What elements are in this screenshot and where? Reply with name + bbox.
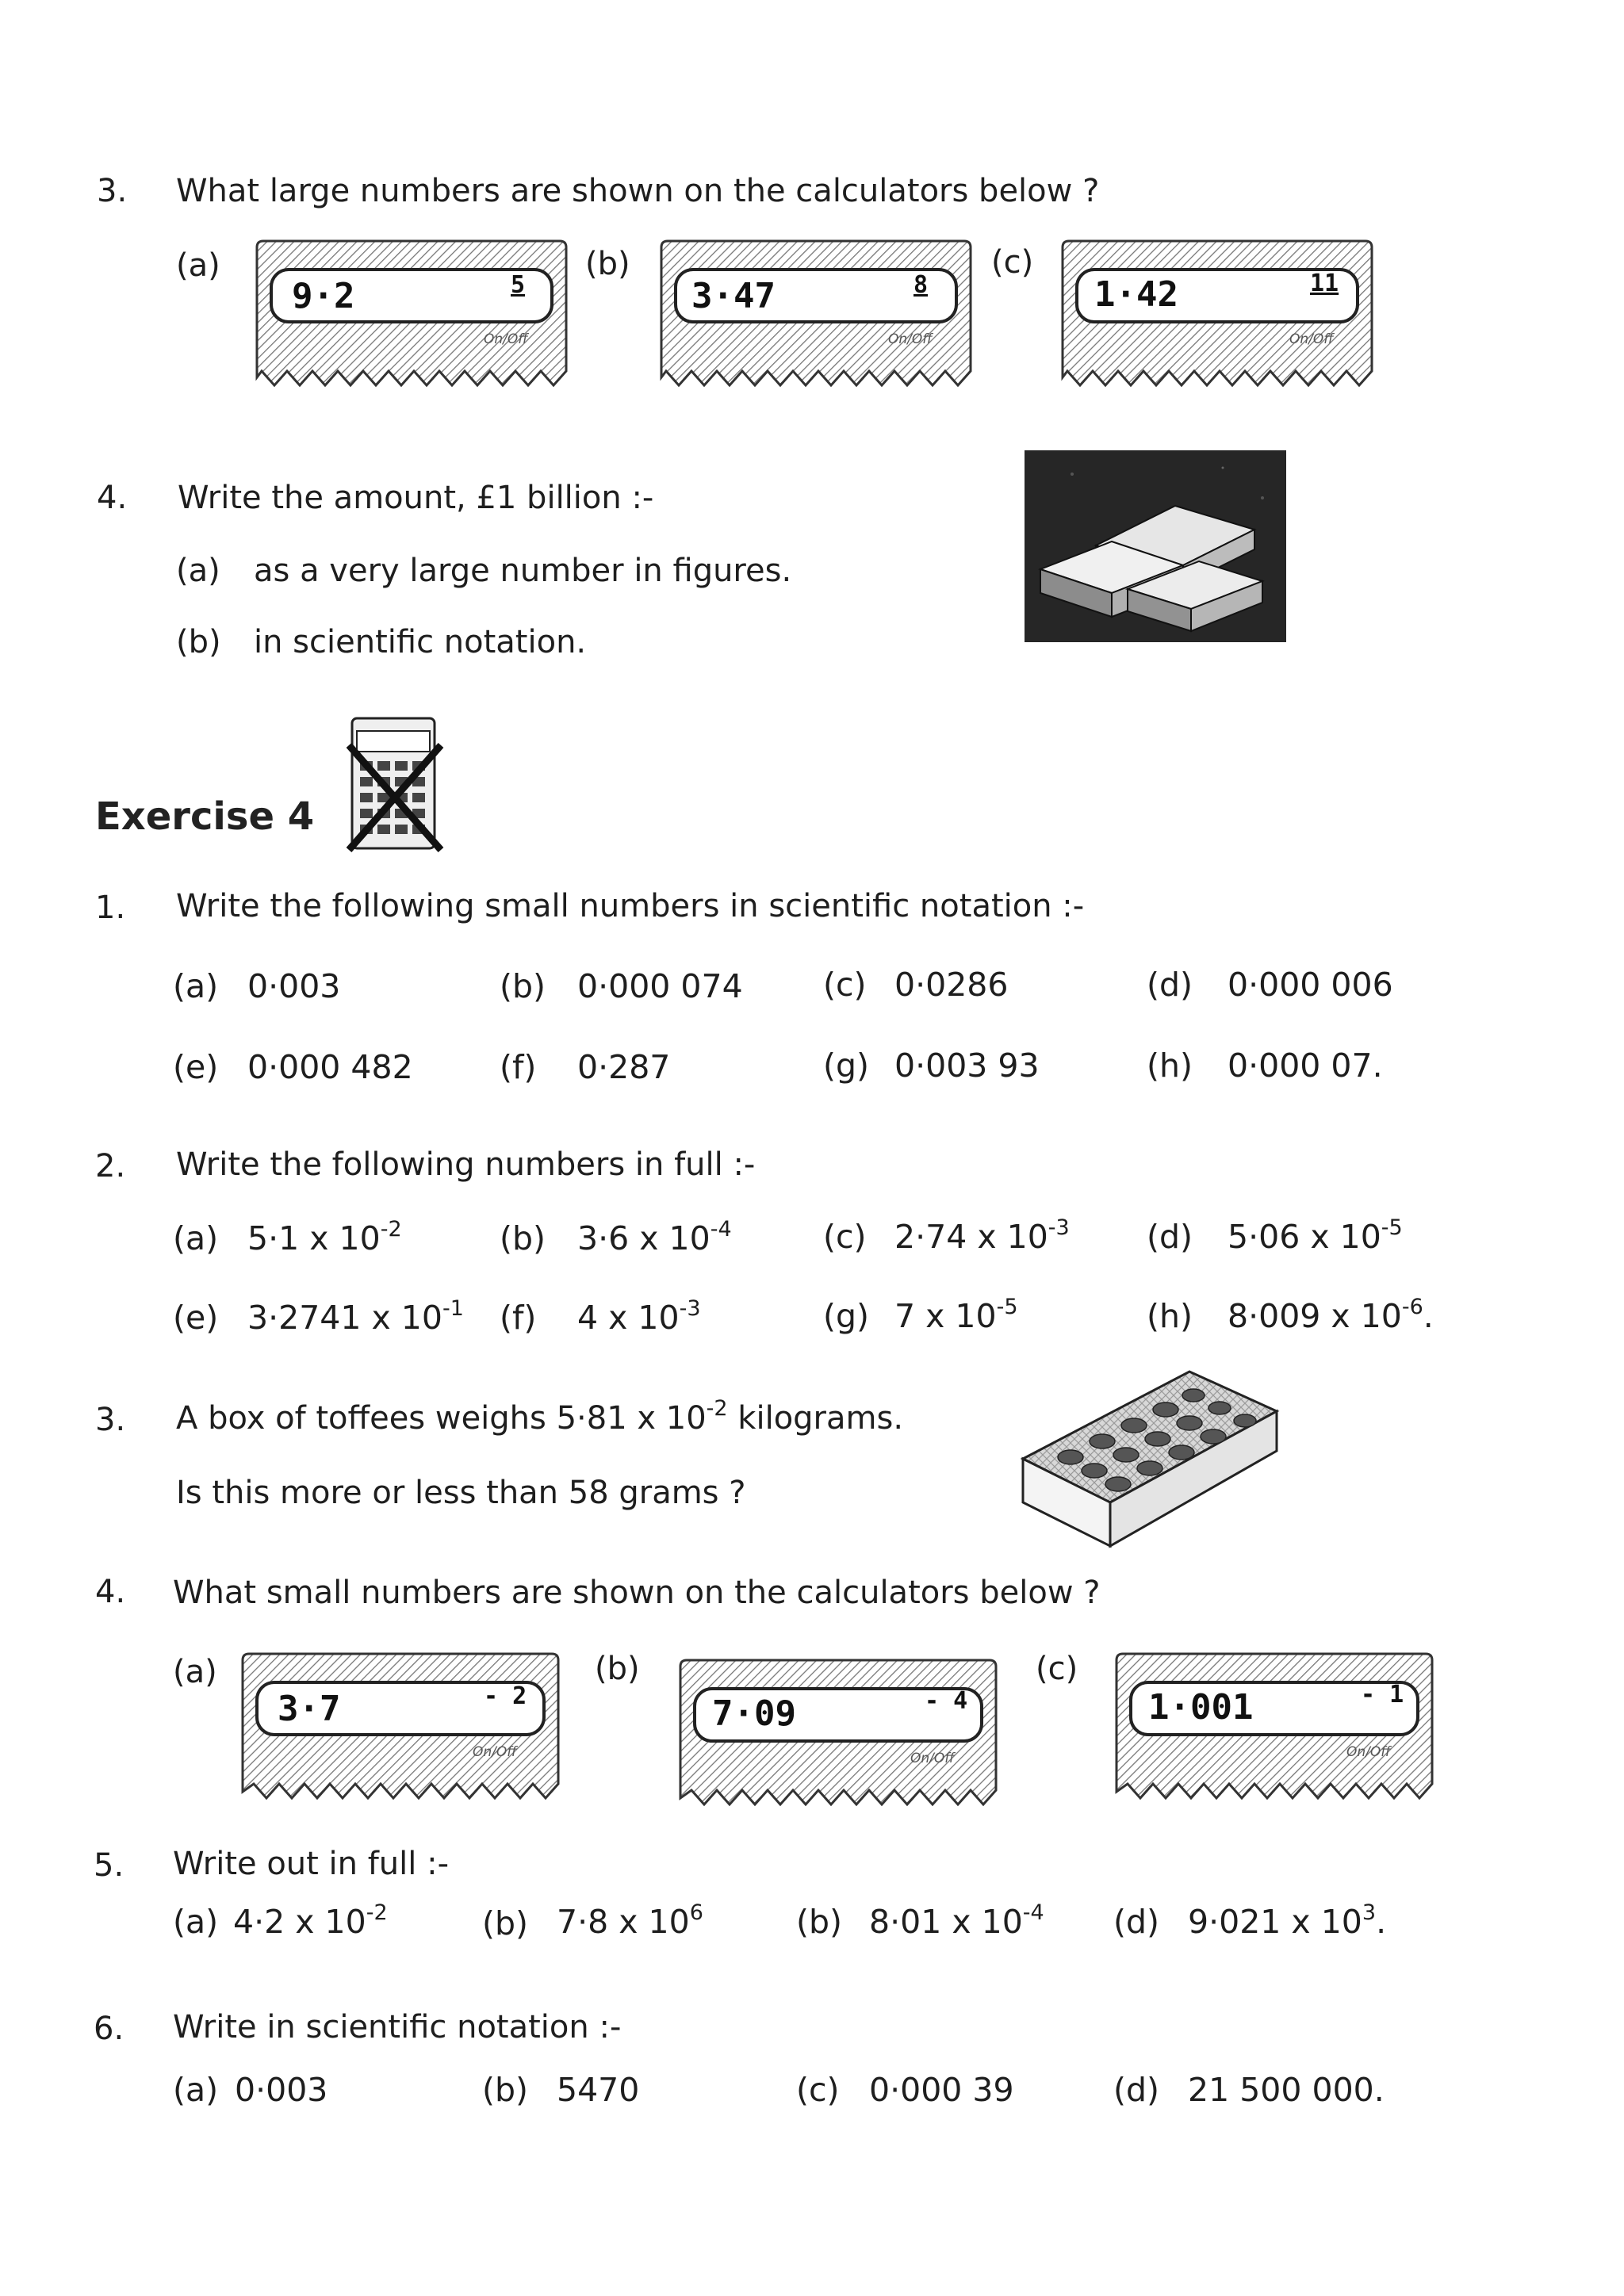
question-prompt: Write out in full :- [173, 1846, 450, 1882]
question-number: 2. [95, 1148, 126, 1184]
exponent: -4 [1022, 1900, 1044, 1925]
part-label: (d) [1113, 1903, 1160, 1941]
mantissa: 4 x 10 [577, 1299, 680, 1337]
calculator-value: 9·2 [292, 276, 355, 316]
part-label: (d) [1113, 2071, 1160, 2109]
mantissa: 2·74 x 10 [894, 1218, 1048, 1256]
part-label: (b) [482, 2071, 529, 2109]
calculator-display [676, 1657, 1001, 1808]
part-label: (a) [173, 1903, 219, 1941]
exponent: -2 [366, 1900, 388, 1925]
number-item: 0·003 93 [894, 1047, 1040, 1085]
number-item: 0·000 482 [247, 1048, 413, 1086]
part-label: (a) [173, 1219, 219, 1257]
exponent: -3 [1048, 1215, 1070, 1240]
question-text: Is this more or less than 58 grams ? [176, 1475, 746, 1511]
mantissa: 8·01 x 10 [869, 1903, 1023, 1941]
question-number: 6. [94, 2011, 124, 2047]
calculator-exponent: 8 [914, 271, 929, 299]
part-label: (b) [482, 1904, 529, 1942]
question-prompt: What large numbers are shown on the calculators below ? [176, 173, 1100, 209]
question-number: 1. [95, 890, 126, 926]
number-item: 0·000 006 [1228, 966, 1393, 1004]
part-label: (f) [500, 1299, 537, 1337]
gold-bars-image [1025, 450, 1286, 642]
calculator-display [252, 238, 571, 388]
calculator-onoff-label: On/Off [1346, 1744, 1391, 1760]
calculator-value: 3·47 [691, 276, 776, 316]
sci-expression [1188, 1900, 1387, 1941]
part-text: in scientific notation. [254, 624, 587, 660]
unit-text: kilograms. [737, 1400, 904, 1437]
toffee-box-image [1015, 1364, 1285, 1554]
part-label: (d) [1147, 966, 1193, 1004]
punctuation: . [1376, 1903, 1387, 1941]
calculator-exponent: - 1 [1361, 1681, 1404, 1709]
exponent: -4 [710, 1217, 732, 1242]
part-label: (e) [173, 1299, 219, 1337]
calculator-value: 7·09 [712, 1693, 796, 1734]
part-label: (c) [823, 1218, 867, 1256]
calculator-display [238, 1651, 563, 1801]
calculator-exponent: - 4 [925, 1687, 968, 1715]
calculator-onoff-label: On/Off [1289, 331, 1334, 347]
sci-expression [894, 1215, 1070, 1256]
sci-expression [557, 1900, 703, 1941]
part-label: (h) [1147, 1297, 1193, 1335]
question-prompt: What small numbers are shown on the calculators below ? [173, 1575, 1101, 1611]
mantissa: 5·1 x 10 [247, 1219, 381, 1257]
number-item: 0·0286 [894, 966, 1009, 1004]
part-label: (b) [176, 624, 221, 660]
calculator-onoff-label: On/Off [473, 1744, 517, 1760]
calculator-display [1112, 1651, 1437, 1801]
question-number: 4. [95, 1574, 126, 1610]
weight-text: A box of toffees weighs 5·81 x 10 [176, 1400, 707, 1437]
punctuation: . [1423, 1297, 1434, 1335]
question-number: 3. [97, 173, 128, 209]
exponent: -2 [380, 1217, 402, 1242]
question-number: 4. [97, 480, 128, 516]
part-label: (g) [823, 1297, 870, 1335]
exponent: -6 [1401, 1295, 1423, 1319]
question-prompt: Write the amount, £1 billion :- [178, 480, 654, 516]
calculator-exponent: - 2 [484, 1682, 527, 1710]
part-label: (c) [1036, 1651, 1078, 1687]
calculator-display [657, 238, 975, 388]
number-item: 0·003 [247, 967, 341, 1005]
calculator-value: 1·001 [1148, 1687, 1254, 1728]
part-label: (a) [176, 553, 220, 589]
part-label: (c) [796, 2071, 840, 2109]
part-label: (a) [176, 247, 220, 284]
part-label: (g) [823, 1047, 870, 1085]
number-item: 0·000 39 [869, 2071, 1014, 2109]
sci-expression [1228, 1215, 1403, 1256]
exponent: -3 [679, 1296, 701, 1321]
mantissa: 9·021 x 10 [1188, 1903, 1362, 1941]
mantissa: 4·2 x 10 [233, 1903, 366, 1941]
part-label: (a) [173, 967, 219, 1005]
sci-expression [869, 1900, 1044, 1941]
no-calculator-icon [346, 714, 444, 853]
number-item: 0·000 07. [1228, 1047, 1383, 1085]
calculator-exponent: 11 [1310, 270, 1339, 297]
mantissa: 3·6 x 10 [577, 1219, 710, 1257]
number-item: 21 500 000. [1188, 2071, 1385, 2109]
mantissa: 7·8 x 10 [557, 1903, 690, 1941]
part-label: (c) [991, 244, 1034, 281]
sci-expression [247, 1219, 402, 1257]
sci-expression [577, 1296, 701, 1337]
calculator-value: 3·7 [278, 1689, 341, 1729]
question-prompt: Write the following small numbers in scientific notation :- [176, 888, 1085, 924]
exponent: 6 [689, 1900, 703, 1925]
number-item: 0·000 074 [577, 967, 743, 1005]
part-label: (c) [823, 966, 867, 1004]
part-label: (b) [796, 1903, 843, 1941]
part-label: (a) [173, 2071, 219, 2109]
part-label: (a) [173, 1654, 217, 1690]
part-label: (b) [500, 967, 546, 1005]
question-text [176, 1396, 904, 1437]
question-number: 5. [94, 1847, 124, 1884]
mantissa: 8·009 x 10 [1228, 1297, 1402, 1335]
calculator-display [1058, 238, 1377, 388]
calculator-onoff-label: On/Off [910, 1751, 955, 1766]
number-item: 5470 [557, 2071, 640, 2109]
exponent: -2 [706, 1396, 728, 1421]
exponent: -5 [996, 1295, 1018, 1319]
exponent: -1 [442, 1296, 464, 1321]
sci-expression [577, 1219, 732, 1257]
question-prompt: Write in scientific notation :- [173, 2009, 622, 2045]
sci-expression [894, 1297, 1018, 1335]
question-number: 3. [95, 1402, 126, 1438]
part-label: (b) [585, 246, 630, 282]
mantissa: 7 x 10 [894, 1297, 997, 1335]
sci-expression [247, 1296, 464, 1337]
sci-expression [1228, 1297, 1434, 1335]
number-item: 0·287 [577, 1048, 671, 1086]
calculator-value: 1·42 [1094, 274, 1178, 315]
calculator-onoff-label: On/Off [484, 331, 528, 347]
part-label: (d) [1147, 1218, 1193, 1256]
number-item: 0·003 [235, 2071, 328, 2109]
part-label: (h) [1147, 1047, 1193, 1085]
part-label: (b) [500, 1219, 546, 1257]
part-text: as a very large number in figures. [254, 553, 792, 589]
sci-expression [233, 1900, 388, 1941]
exponent: 3 [1362, 1900, 1377, 1925]
part-label: (f) [500, 1048, 537, 1086]
question-prompt: Write the following numbers in full :- [176, 1146, 756, 1183]
part-label: (e) [173, 1048, 219, 1086]
mantissa: 5·06 x 10 [1228, 1218, 1381, 1256]
calculator-exponent: 5 [511, 271, 526, 299]
mantissa: 3·2741 x 10 [247, 1299, 442, 1337]
calculator-onoff-label: On/Off [888, 331, 933, 347]
exercise-title: Exercise 4 [95, 794, 315, 839]
exponent: -5 [1381, 1215, 1403, 1240]
part-label: (b) [595, 1651, 640, 1687]
